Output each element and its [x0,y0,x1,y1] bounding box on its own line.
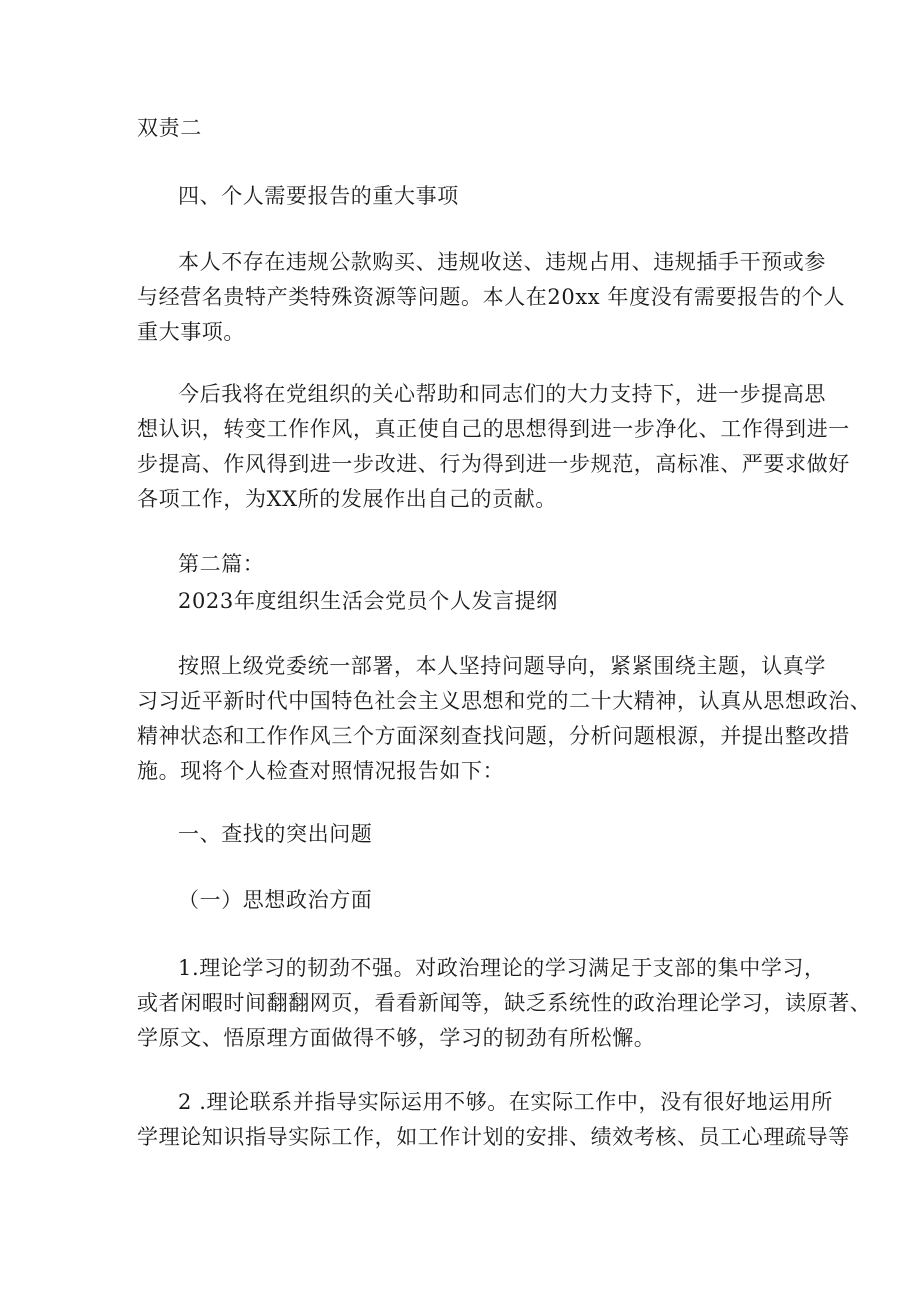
paragraph-line: 施。现将个人检查对照情况报告如下： [137,759,505,783]
paragraph-line: 学理论知识指导实际工作，如工作计划的安排、绩效考核、员工心理疏导等 [137,1125,850,1149]
paragraph-line: 本人不存在违规公款购买、违规收送、违规占用、违规插手干预或参 [178,250,826,274]
section-heading: 一、查找的突出问题 [178,822,373,846]
text-line: 双责二 [137,116,202,140]
paragraph-line: 或者闲暇时间翻翻网页，看看新闻等，缺乏系统性的政治理论学习，读原著、 [137,991,872,1015]
paragraph-line: 与经营名贵特产类特殊资源等问题。本人在20xx 年度没有需要报告的个人 [137,285,846,309]
paragraph-line: 想认识，转变工作作风，真正使自己的思想得到进一步净化、工作得到进一 [137,417,850,441]
paragraph-line: 精神状态和工作作风三个方面深刻查找问题，分析问题根源，并提出整改措 [137,724,850,748]
paragraph-line: 今后我将在党组织的关心帮助和同志们的大力支持下，进一步提高思 [178,382,826,406]
paragraph-line: 各项工作，为XX所的发展作出自己的贡献。 [137,487,557,511]
paragraph-line: 重大事项。 [137,320,245,344]
paragraph-line: 步提高、作风得到进一步改进、行为得到进一步规范，高标准、严要求做好 [137,452,850,476]
part-label: 第二篇： [178,552,265,576]
subsection-heading: （一）思想政治方面 [178,888,373,912]
part-title: 2023年度组织生活会党员个人发言提纲 [178,589,558,613]
paragraph-line: 按照上级党委统一部署，本人坚持问题导向，紧紧围绕主题，认真学 [178,654,826,678]
section-heading: 四、个人需要报告的重大事项 [178,184,459,208]
paragraph-line: 1.理论学习的韧劲不强。对政治理论的学习满足于支部的集中学习， [178,956,826,980]
paragraph-line: 学原文、悟原理方面做得不够，学习的韧劲有所松懈。 [137,1026,656,1050]
paragraph-line: 2 .理论联系并指导实际运用不够。在实际工作中，没有很好地运用所 [178,1090,833,1114]
paragraph-line: 习习近平新时代中国特色社会主义思想和党的二十大精神，认真从思想政治、 [137,689,872,713]
